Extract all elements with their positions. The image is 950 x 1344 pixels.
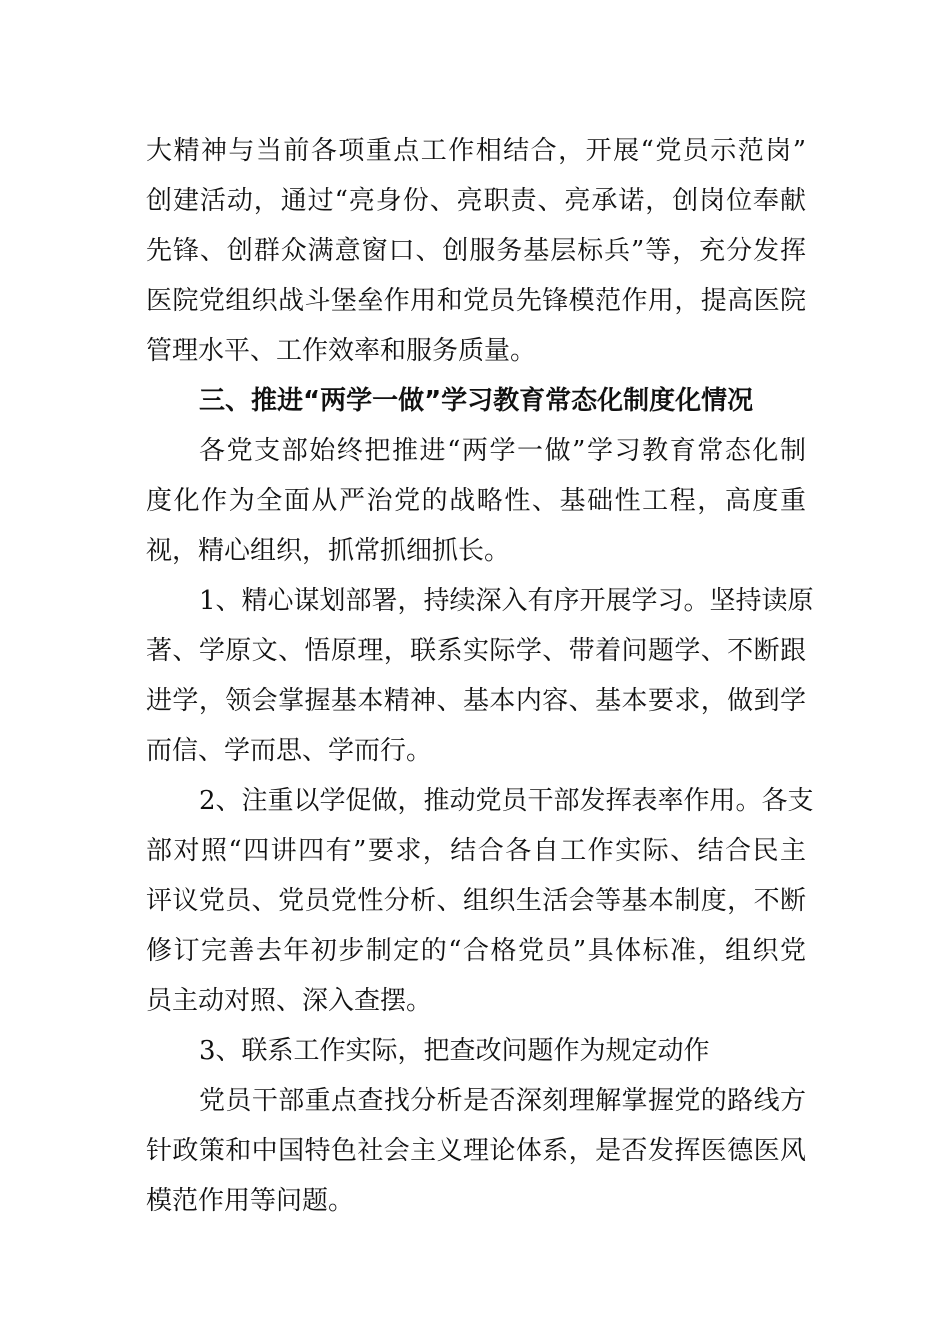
item2-line-3: 评议党员、党员党性分析、组织生活会等基本制度，不断	[146, 886, 806, 916]
paragraph3-line-3: 模范作用等问题。	[146, 1186, 355, 1216]
paragraph2-line-2: 度化作为全面从严治党的战略性、基础性工程，高度重	[146, 486, 806, 516]
item1-line-2: 著、学原文、悟原理，联系实际学、带着问题学、不断跟	[146, 636, 806, 666]
paragraph1-line-5: 管理水平、工作效率和服务质量。	[146, 336, 537, 366]
item2-line-2: 部对照“四讲四有”要求，结合各自工作实际、结合民主	[146, 836, 806, 866]
paragraph1-line-3: 先锋、创群众满意窗口、创服务基层标兵”等，充分发挥	[146, 236, 806, 266]
item2-line-5: 员主动对照、深入查摆。	[146, 986, 433, 1016]
section3-heading: 三、推进“两学一做”学习教育常态化制度化情况	[199, 386, 754, 416]
paragraph3-line-1: 党员干部重点查找分析是否深刻理解掌握党的路线方	[199, 1086, 806, 1116]
item1-line-1: 1、精心谋划部署，持续深入有序开展学习。坚持读原	[199, 586, 814, 616]
item2-line-4: 修订完善去年初步制定的“合格党员”具体标准，组织党	[146, 936, 806, 966]
paragraph2-line-3: 视，精心组织，抓常抓细抓长。	[146, 536, 511, 566]
paragraph3-line-2: 针政策和中国特色社会主义理论体系，是否发挥医德医风	[146, 1136, 806, 1166]
paragraph1-line-1: 大精神与当前各项重点工作相结合，开展“党员示范岗”	[146, 136, 806, 166]
item1-line-3: 进学，领会掌握基本精神、基本内容、基本要求，做到学	[146, 686, 806, 716]
paragraph2-line-1: 各党支部始终把推进“两学一做”学习教育常态化制	[199, 436, 806, 466]
paragraph1-line-2: 创建活动，通过“亮身份、亮职责、亮承诺，创岗位奉献	[146, 186, 806, 216]
item3-heading: 3、联系工作实际，把查改问题作为规定动作	[199, 1036, 710, 1066]
paragraph1-line-4: 医院党组织战斗堡垒作用和党员先锋模范作用，提高医院	[146, 286, 806, 316]
item2-line-1: 2、注重以学促做，推动党员干部发挥表率作用。各支	[199, 786, 814, 816]
item1-line-4: 而信、学而思、学而行。	[146, 736, 433, 766]
